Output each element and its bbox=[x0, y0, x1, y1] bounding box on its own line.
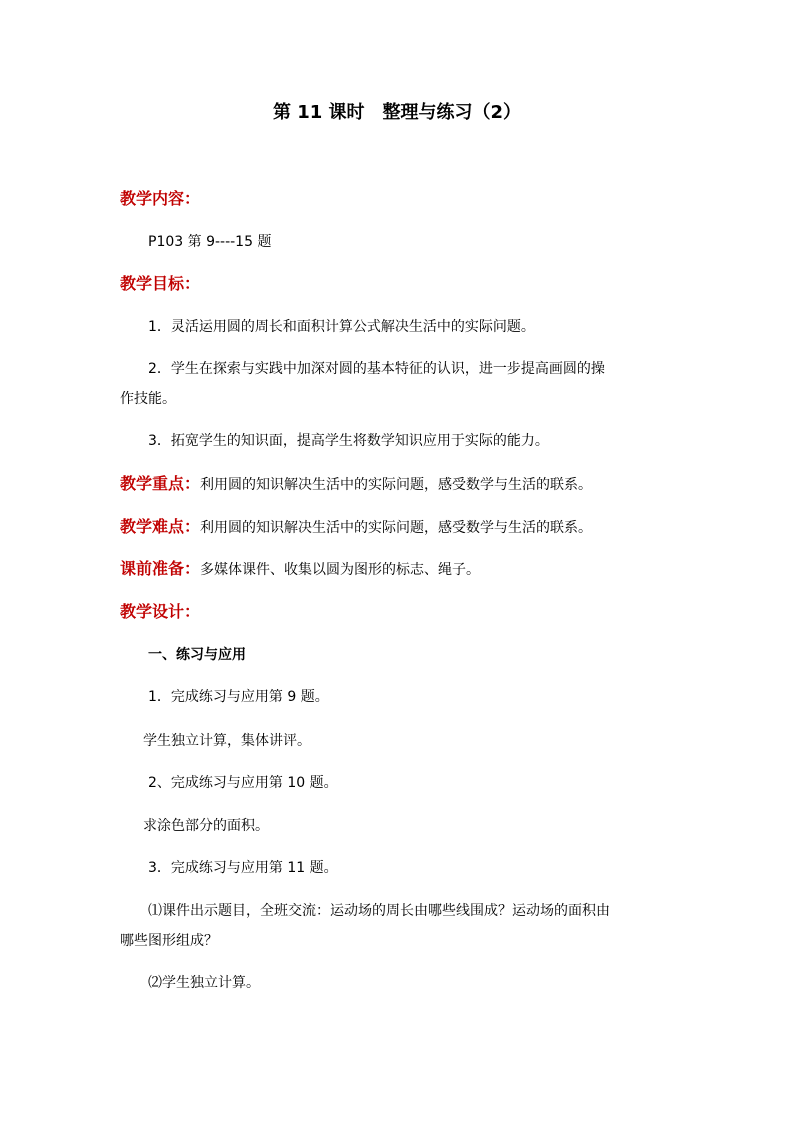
difficulty-label: 教学难点： bbox=[120, 517, 201, 536]
preparation-row bbox=[120, 558, 480, 581]
design-line-3: 2、完成练习与应用第 10 题。 bbox=[148, 775, 338, 791]
goal-item-1: 1．灵活运用圆的周长和面积计算公式解决生活中的实际问题。 bbox=[148, 319, 535, 335]
design-line-7: ⑵学生独立计算。 bbox=[148, 975, 260, 991]
design-line-2: 学生独立计算，集体讲评。 bbox=[143, 733, 311, 749]
design-line-4: 求涂色部分的面积。 bbox=[143, 818, 269, 834]
goal-item-2: 2．学生在探索与实践中加深对圆的基本特征的认识，进一步提高画圆的操 bbox=[148, 361, 605, 377]
key-point-row bbox=[120, 473, 592, 496]
page-title: 第 11 课时 整理与练习（2） bbox=[272, 102, 522, 123]
design-label: 教学设计： bbox=[120, 602, 201, 621]
goal-item-2-cont: 作技能。 bbox=[120, 391, 176, 407]
key-point-label: 教学重点： bbox=[120, 474, 201, 493]
design-line-1: 1．完成练习与应用第 9 题。 bbox=[148, 689, 329, 705]
content-label: 教学内容： bbox=[120, 189, 201, 208]
goal-item-3: 3．拓宽学生的知识面，提高学生将数学知识应用于实际的能力。 bbox=[148, 433, 549, 449]
preparation-label: 课前准备： bbox=[120, 559, 201, 578]
difficulty-row bbox=[120, 516, 592, 539]
design-heading bbox=[120, 601, 200, 623]
preparation-text: 多媒体课件、收集以圆为图形的标志、绳子。 bbox=[200, 562, 481, 578]
key-point-text: 利用圆的知识解决生活中的实际问题，感受数学与生活的联系。 bbox=[200, 477, 593, 493]
design-section-1: 一、练习与应用 bbox=[148, 647, 246, 663]
design-line-6: ⑴课件出示题目，全班交流：运动场的周长由哪些线围成？运动场的面积由 bbox=[148, 903, 610, 919]
content-heading bbox=[120, 188, 200, 210]
content-text: P103 第 9----15 题 bbox=[148, 234, 272, 250]
design-line-5: 3．完成练习与应用第 11 题。 bbox=[148, 860, 338, 876]
design-line-6-cont: 哪些图形组成？ bbox=[120, 933, 218, 949]
difficulty-text: 利用圆的知识解决生活中的实际问题，感受数学与生活的联系。 bbox=[200, 520, 593, 536]
goals-heading bbox=[120, 273, 200, 295]
goals-label: 教学目标： bbox=[120, 274, 201, 293]
